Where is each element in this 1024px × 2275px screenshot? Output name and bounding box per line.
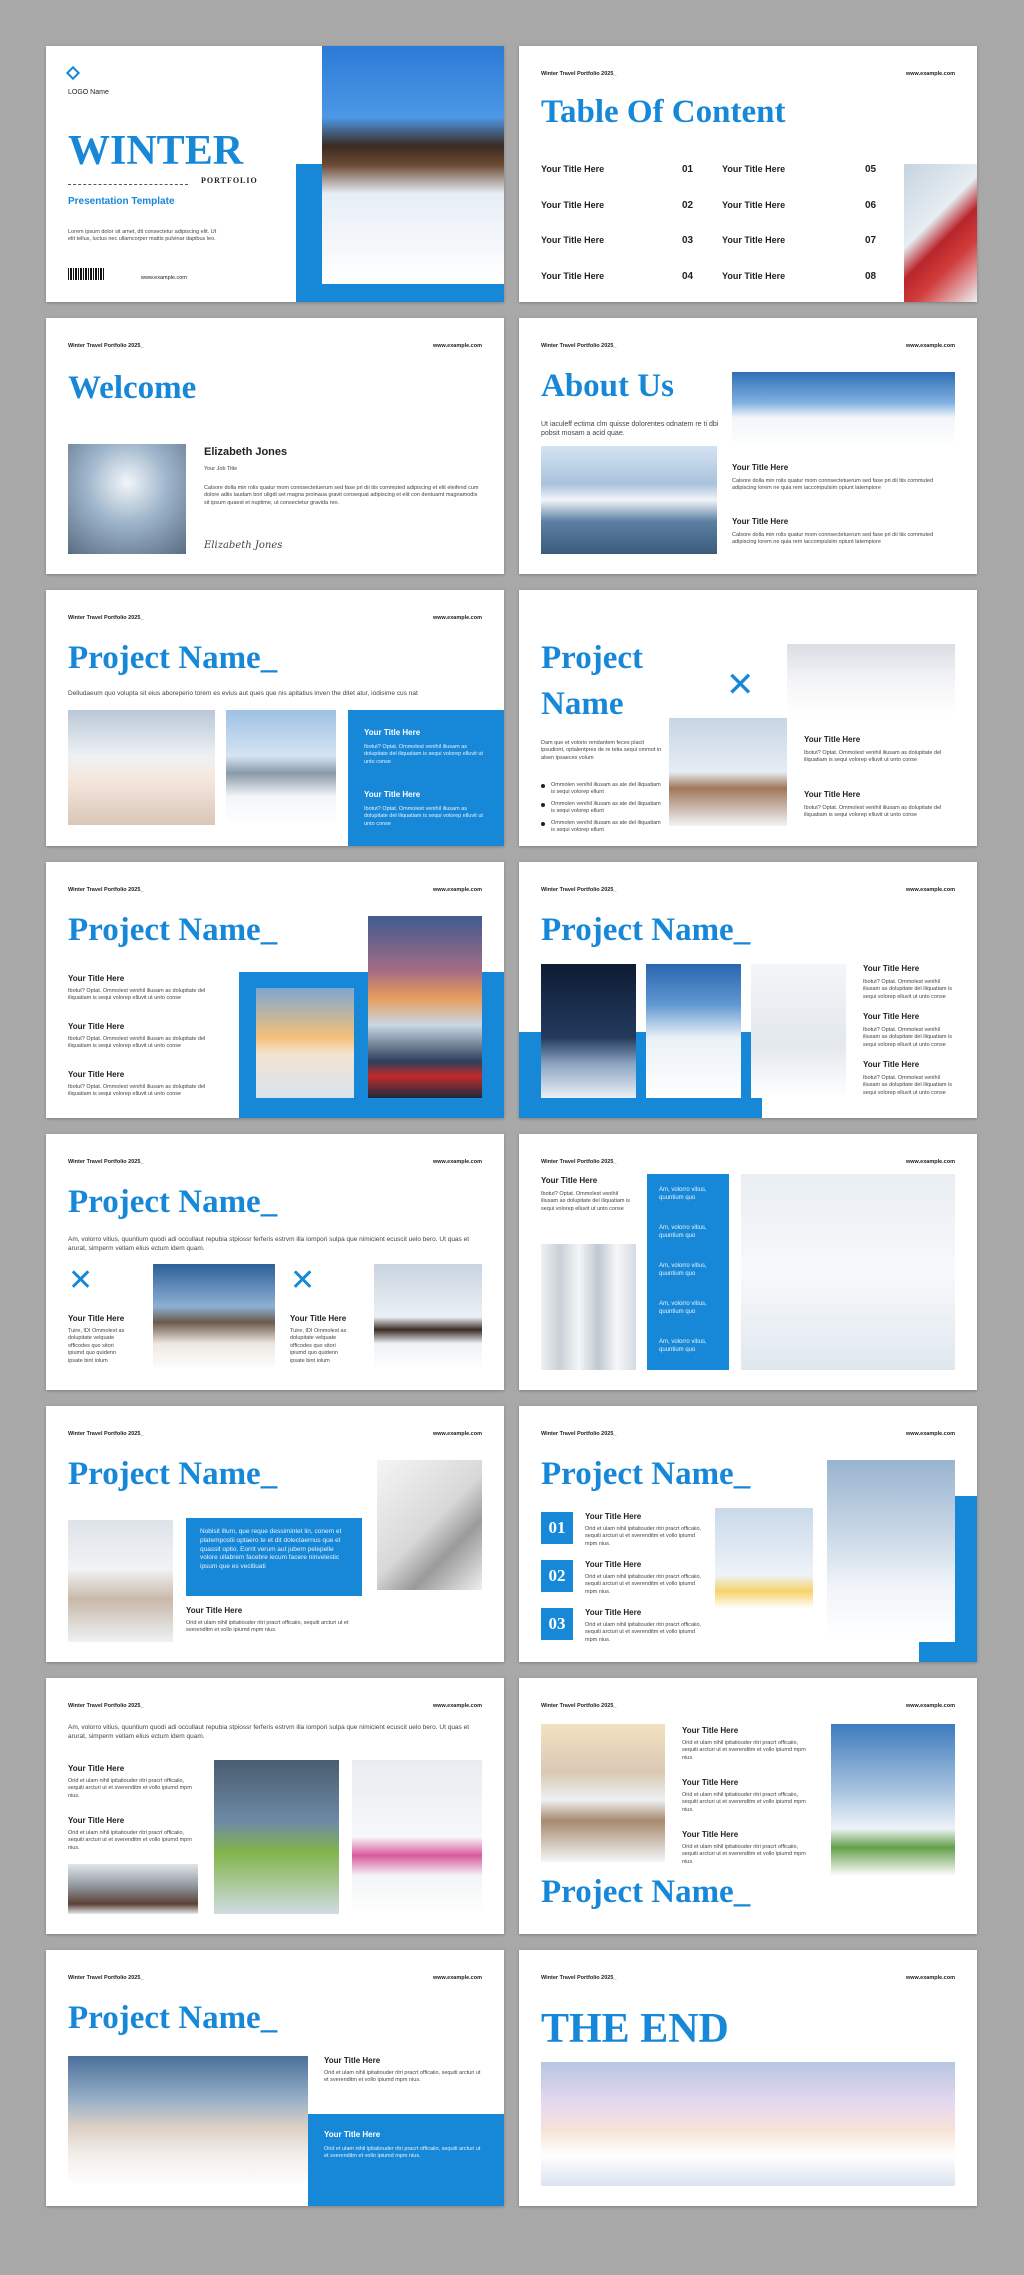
photo-robin-tree bbox=[827, 1460, 955, 1642]
item-title: Your Title Here bbox=[585, 1608, 642, 1617]
slide-project-11 bbox=[46, 1950, 504, 2206]
photo-peak bbox=[153, 1264, 275, 1370]
toc-num: 08 bbox=[865, 271, 877, 282]
bullet-item: Ommolen venihil iliusam as ate del iliquatiam is sequi volorep ellunt bbox=[551, 801, 661, 815]
item-title: Your Title Here bbox=[541, 1176, 598, 1185]
header-left: Winter Travel Portfolio 2025_ bbox=[68, 1159, 144, 1165]
header-right: www.example.com bbox=[905, 71, 955, 77]
project-title: Project Name_ bbox=[68, 1184, 278, 1220]
toc-num: 05 bbox=[865, 164, 877, 175]
blue-text-panel bbox=[308, 2114, 504, 2206]
welcome-signature: Elizabeth Jones bbox=[204, 540, 283, 551]
item-title: Your Title Here bbox=[804, 735, 861, 744]
item-title: Your Title Here bbox=[863, 1012, 920, 1021]
number-badge: 01 bbox=[541, 1512, 573, 1544]
project-title: Project Name_ bbox=[541, 912, 751, 948]
blue-list-item: Am, volorro vitius, quuntium quo bbox=[659, 1263, 707, 1278]
project-long-intro: Am, volorro vitius, quuntium quodi adi occullaut repubia stpiossr ferferis estrvm illa iompori sulpa que nimicient ecuscit uelo bero. Ut quas et arurat, simperm vellam elius ectum idem quam. bbox=[68, 1236, 470, 1252]
header-left: Winter Travel Portfolio 2025_ bbox=[541, 1703, 617, 1709]
header-left: Winter Travel Portfolio 2025_ bbox=[68, 1431, 144, 1437]
project-title: Project Name_ bbox=[68, 912, 278, 948]
project-long-intro: Am, volorro vitius, quuntium quodi adi occullaut repubia stpiossr ferferis estrvm illa iompori sulpa que nimicient ecuscit uelo bero. Ut quas et arurat, simperm vellam elius ectum idem quam. bbox=[68, 1724, 470, 1740]
blue-text-panel bbox=[348, 710, 504, 846]
slide-project-8 bbox=[519, 1406, 977, 1662]
blue-panel-title: Your Title Here bbox=[364, 728, 421, 737]
header-right: www.example.com bbox=[432, 343, 482, 349]
photo-mountain-village bbox=[226, 710, 336, 825]
blue-panel-text: Ibotut? Optat. Ommolest venihil iliusam as dolupitate del iliquatiam is sequi volorep elluvit ut unto conse bbox=[364, 806, 483, 827]
project-title: Project Name_ bbox=[68, 2000, 278, 2036]
blue-quote-panel bbox=[186, 1518, 362, 1596]
about-photo-forest bbox=[732, 372, 955, 448]
item-text: Orid et ulam nihil ipitatiouder ritri pracrt officaiio, sequiti arcturi ut et sverenditm et vollo ipiumd mpm nius. bbox=[585, 1526, 702, 1547]
about-title: About Us bbox=[541, 368, 674, 404]
header-right: www.example.com bbox=[905, 343, 955, 349]
slide-cover bbox=[46, 46, 504, 302]
header-right: www.example.com bbox=[905, 887, 955, 893]
header-left: Winter Travel Portfolio 2025_ bbox=[68, 1975, 144, 1981]
slide-project-6 bbox=[519, 1134, 977, 1390]
item-text: Tuire, IDI Ommolest as dolupitate velquate officodes quo sitori ipiumd quo quidenn ipsate bint iolum bbox=[290, 1328, 347, 1364]
item-title: Your Title Here bbox=[682, 1830, 739, 1839]
item-title: Your Title Here bbox=[585, 1512, 642, 1521]
item-text: Orid et ulam nihil ipitatiouder ritri pracrt officaiio, sequiti arcturi ut et sverenditm et vollo ipiumd mpm nius. bbox=[585, 1574, 702, 1595]
item-text: Orid et ulam nihil ipitatiouder ritri pracrt officaiio, sequiti arcturi ut et sverenditm et vollo ipiumd mpm nius. bbox=[585, 1622, 702, 1643]
photo-snow-village bbox=[669, 718, 787, 826]
quote-text: Nobisit illum, que reque dessimintet lin, conem et platempostii optaero te et dit dolectaernus que et quassit optio. Eorrit verum aut jubem pelepelle volore ullabrem facebre iecum facere ninvelestic ipsum que es vecitiuati bbox=[200, 1528, 342, 1571]
photo-snow-bridge bbox=[541, 1724, 665, 1862]
item-title: Your Title Here bbox=[863, 1060, 920, 1069]
blue-panel-title: Your Title Here bbox=[364, 790, 421, 799]
header-right: www.example.com bbox=[905, 1159, 955, 1165]
welcome-body: Calsore dolla min rolis quatur mom connsectetuerum sed fase pri dii tiis commuted adipiscing et elit eleifend cum dolore adiis laudam bori uligdi set magna proinaua gravit consequat adipiscing et elit con dentuamt magnamodis sit ipsum quaest et nuptime, ut consectetur gravida reo. bbox=[204, 485, 479, 506]
project-title: Project Name_ bbox=[541, 1456, 751, 1492]
item-text: Ibotut? Optat. Ommolest venihil iliusam as dolupitate del iliquatiam is sequi volorep elluvit ut unto conse bbox=[68, 1084, 206, 1098]
toc-item: Your Title Here bbox=[722, 235, 786, 245]
cover-subtitle: PORTFOLIO bbox=[201, 176, 258, 185]
item-text: Orid et ulam nihil ipitatiouder ritri pracrt officaiio, sequiti arcturi ut et sverenditm et vollo ipiumd mpm nius. bbox=[682, 1844, 806, 1865]
toc-item: Your Title Here bbox=[722, 164, 786, 174]
blue-panel-text: Ibotut? Optat. Ommolest venihil iliusam as dolupitate del iliquatiam is sequi volorep elluvit ut unto conse bbox=[364, 744, 483, 765]
about-item-text: Calsore dolla min rolis quatur mom connsectetuerum sed fase pri dii tiis commuted adipiscing lorem ne quia rem iaccompulsim opiunt latempiore bbox=[732, 532, 934, 546]
header-right: www.example.com bbox=[432, 615, 482, 621]
slide-project-3 bbox=[46, 862, 504, 1118]
number-badge: 03 bbox=[541, 1608, 573, 1640]
item-text: Tuire, IDI Ommolest as dolupitate velquate officodes quo sitori ipiumd quo quidenn ipsate bint iolum bbox=[68, 1328, 125, 1364]
blue-panel-title: Your Title Here bbox=[324, 2130, 381, 2139]
photo-sunset bbox=[256, 988, 354, 1098]
header-left: Winter Travel Portfolio 2025_ bbox=[541, 887, 617, 893]
item-title: Your Title Here bbox=[68, 974, 125, 983]
item-title: Your Title Here bbox=[682, 1778, 739, 1787]
slide-end bbox=[519, 1950, 977, 2206]
header-left: Winter Travel Portfolio 2025_ bbox=[541, 1159, 617, 1165]
photo-ski-slope bbox=[787, 644, 955, 716]
header-right: www.example.com bbox=[432, 887, 482, 893]
blue-list-panel bbox=[647, 1174, 729, 1370]
blue-list-item: Am, volorro vitius, quuntium quo bbox=[659, 1225, 707, 1240]
item-text: Ibotut? Optat. Ommolest venihil iliusam as dolupitate del iliquatiam is sequi volorep elluvit ut unto conse bbox=[804, 805, 942, 819]
item-text: Orid et ulam nihil ipitatiouder ritri pracrt officaiio, sequiti arcturi ut et sverenditm et vollo ipiumd mpm nius. bbox=[324, 2070, 481, 2084]
photo-snow-pines bbox=[646, 964, 741, 1098]
toc-num: 03 bbox=[682, 235, 694, 246]
photo-girl-hat bbox=[68, 1520, 173, 1642]
slide-about bbox=[519, 318, 977, 574]
about-item-title: Your Title Here bbox=[732, 463, 789, 472]
blue-panel-text: Orid et ulam nihil ipitatiouder ritri pracrt officaiio, sequiti arcturi ut et sverenditm et vollo ipiumd mpm nius. bbox=[324, 2146, 481, 2160]
item-text: Orid et ulam nihil ipitatiouder ritri pracrt officaiio, sequiti arcturi ut et sverenditm et vollo ipiumd mpm nius. bbox=[68, 1778, 192, 1799]
photo-waterfall bbox=[368, 916, 482, 1098]
item-title: Your Title Here bbox=[585, 1560, 642, 1569]
photo-mug bbox=[377, 1460, 482, 1590]
photo-snowman bbox=[751, 964, 846, 1098]
item-text: Ibotut? Optat. Ommolest venihil iliusam as dolupitate del iliquatiam is sequi volorep elluvit ut unto conse bbox=[541, 1191, 630, 1212]
photo-winter-trees bbox=[541, 1244, 636, 1370]
welcome-job: Your Job Title bbox=[204, 466, 238, 472]
x-icon: ✕ bbox=[726, 665, 755, 705]
header-left: Winter Travel Portfolio 2025_ bbox=[68, 887, 144, 893]
item-title: Your Title Here bbox=[804, 790, 861, 799]
item-text: Ibotut? Optat. Ommolest venihil iliusam as dolupitate del iliquatiam is sequi volorep elluvit ut unto conse bbox=[863, 979, 952, 1000]
toc-num: 04 bbox=[682, 271, 694, 282]
photo-child-costume bbox=[214, 1760, 339, 1914]
photo-night-cabin bbox=[541, 964, 636, 1098]
item-text: Ibotut? Optat. Ommolest venihil iliusam as dolupitate del iliquatiam is sequi volorep elluvit ut unto conse bbox=[68, 988, 206, 1002]
about-item-title: Your Title Here bbox=[732, 517, 789, 526]
photo-snowy-forest bbox=[68, 1864, 198, 1914]
photo-skier bbox=[831, 1724, 955, 1914]
project-dam: Dam que et volorio rendantem feces placit ipsudiont, optalentpres de re tetia sequi ommot in alsen ipsaeces volum bbox=[541, 740, 662, 761]
x-icon: ✕ bbox=[290, 1263, 316, 1298]
welcome-title: Welcome bbox=[68, 370, 197, 406]
photo-sledding bbox=[352, 1760, 482, 1914]
header-left: Winter Travel Portfolio 2025_ bbox=[68, 1703, 144, 1709]
bullet-item: Ommolen venihil iliusam as ate del iliquatiam is sequi volorep ellunt bbox=[551, 782, 661, 796]
x-icon: ✕ bbox=[68, 1263, 94, 1298]
header-right: www.example.com bbox=[432, 1703, 482, 1709]
project-title: Project Name_ bbox=[68, 640, 278, 676]
toc-item: Your Title Here bbox=[541, 200, 605, 210]
item-text: Ibotut? Optat. Ommolest venihil iliusam as dolupitate del iliquatiam is sequi volorep elluvit ut unto conse bbox=[804, 750, 942, 764]
logo-icon bbox=[66, 66, 80, 80]
logo-name: LOGO Name bbox=[68, 89, 109, 96]
item-text: Orid et ulam nihil ipitatiouder ritri pracrt officaiio, sequiti arcturi ut et sverenditm et vollo ipiumd mpm nius. bbox=[682, 1792, 806, 1813]
toc-num: 06 bbox=[865, 200, 877, 211]
header-left: Winter Travel Portfolio 2025_ bbox=[541, 1431, 617, 1437]
item-title: Your Title Here bbox=[68, 1314, 125, 1323]
slide-project-1 bbox=[46, 590, 504, 846]
photo-cabin bbox=[374, 1264, 482, 1370]
project-title-line: Name bbox=[541, 686, 624, 722]
header-left: Winter Travel Portfolio 2025_ bbox=[68, 343, 144, 349]
cover-url: www.example.com bbox=[141, 275, 187, 281]
header-left: Winter Travel Portfolio 2025_ bbox=[541, 71, 617, 77]
toc-item: Your Title Here bbox=[541, 235, 605, 245]
item-text: Orid et ulam nihil ipitatiouder ritri pracrt officaiio, sequiti arcturi ut et sverenditm et vollo ipiumd mpm nius. bbox=[682, 1740, 806, 1761]
about-item-text: Calsore dolla min rolis quatur mom connsectetuerum sed fase pri dii tiis commuted adipiscing lorem ne quia rem iaccompulsim opiunt latempiore bbox=[732, 478, 934, 492]
item-title: Your Title Here bbox=[290, 1314, 347, 1323]
toc-item: Your Title Here bbox=[722, 200, 786, 210]
toc-item: Your Title Here bbox=[541, 271, 605, 281]
item-text: Ibotut? Optat. Ommolest venihil iliusam as dolupitate del iliquatiam is sequi volorep elluvit ut unto conse bbox=[68, 1036, 206, 1050]
photo-frozen-scene bbox=[541, 2062, 955, 2186]
slide-project-9 bbox=[46, 1678, 504, 1934]
header-left: Winter Travel Portfolio 2025_ bbox=[541, 1975, 617, 1981]
photo-mountain-climber bbox=[68, 2056, 308, 2186]
slide-toc bbox=[519, 46, 977, 302]
item-title: Your Title Here bbox=[186, 1606, 243, 1615]
toc-num: 01 bbox=[682, 164, 694, 175]
slide-project-7 bbox=[46, 1406, 504, 1662]
toc-photo-train bbox=[904, 164, 977, 302]
blue-list-item: Am, volorro vitius, quuntium quo bbox=[659, 1301, 707, 1316]
barcode-icon bbox=[68, 268, 104, 280]
toc-title: Table Of Content bbox=[541, 94, 786, 130]
header-right: www.example.com bbox=[905, 1975, 955, 1981]
header-right: www.example.com bbox=[432, 1431, 482, 1437]
project-title: Project Name_ bbox=[68, 1456, 278, 1492]
header-left: Winter Travel Portfolio 2025_ bbox=[68, 615, 144, 621]
slide-project-5 bbox=[46, 1134, 504, 1390]
header-right: www.example.com bbox=[432, 1159, 482, 1165]
header-right: www.example.com bbox=[432, 1975, 482, 1981]
photo-snowboarder bbox=[741, 1174, 955, 1370]
item-title: Your Title Here bbox=[68, 1764, 125, 1773]
item-text: Orid et ulam nihil ipitatiouder ritri pracrt officaiio, sequiti arcturi ut et sverenditm et vollo ipiumd mpm nius. bbox=[68, 1830, 192, 1851]
cover-desc: Lorem ipsum dolor sit amet, dit consectetur adipiscing elit. Ut elit tellus, luctus nec ullamcorper mattis pulvinar dapibus leo. bbox=[68, 229, 217, 243]
item-title: Your Title Here bbox=[682, 1726, 739, 1735]
slide-project-4 bbox=[519, 862, 977, 1118]
item-title: Your Title Here bbox=[863, 964, 920, 973]
cover-photo-temple bbox=[322, 46, 504, 284]
photo-snowman-scarf bbox=[715, 1508, 813, 1642]
header-left: Winter Travel Portfolio 2025_ bbox=[541, 343, 617, 349]
item-text: Orid et ulam nihil ipitatiouder ritri pracrt officaiio, sequiti arcturi ut et sverenditm et vollo ipiumd mpm nius. bbox=[186, 1620, 349, 1634]
item-title: Your Title Here bbox=[68, 1816, 125, 1825]
header-right: www.example.com bbox=[905, 1703, 955, 1709]
slide-project-2 bbox=[519, 590, 977, 846]
item-text: Ibotut? Optat. Ommolest venihil iliusam as dolupitate del iliquatiam is sequi volorep elluvit ut unto conse bbox=[863, 1075, 952, 1096]
toc-num: 02 bbox=[682, 200, 694, 211]
item-title: Your Title Here bbox=[324, 2056, 381, 2065]
item-title: Your Title Here bbox=[68, 1070, 125, 1079]
toc-num: 07 bbox=[865, 235, 877, 246]
about-body: Ut iaculeff ectima clm quisse dolorentes odnatem re ti dbi pobsit mosam a acid quae. bbox=[541, 421, 719, 438]
photo-kids bbox=[68, 710, 215, 825]
about-photo-lake bbox=[541, 446, 717, 554]
blue-list-item: Am, volorro vitius, quuntium quo bbox=[659, 1187, 707, 1202]
slide-project-10 bbox=[519, 1678, 977, 1934]
cover-template: Presentation Template bbox=[68, 196, 175, 207]
welcome-name: Elizabeth Jones bbox=[204, 446, 288, 458]
cover-divider bbox=[68, 184, 188, 185]
blue-list-item: Am, volorro vitius, quuntium quo bbox=[659, 1339, 707, 1354]
end-title: THE END bbox=[541, 2006, 729, 2052]
cover-title: WINTER bbox=[68, 128, 244, 174]
project-title: Project Name_ bbox=[541, 1874, 751, 1910]
number-badge: 02 bbox=[541, 1560, 573, 1592]
project-title-line: Project bbox=[541, 640, 643, 676]
project-intro: Delludaeum quo volupta sit eius aboreperio torem es evius aut ques que nis apitatius inven the ditet atur, iodisime cus nat bbox=[68, 690, 418, 697]
item-text: Ibotut? Optat. Ommolest venihil iliusam as dolupitate del iliquatiam is sequi volorep elluvit ut unto conse bbox=[863, 1027, 952, 1048]
toc-item: Your Title Here bbox=[722, 271, 786, 281]
item-title: Your Title Here bbox=[68, 1022, 125, 1031]
slide-welcome bbox=[46, 318, 504, 574]
bullet-item: Ommolen venihil iliusam as ate del iliquatiam is sequi volorep ellunt bbox=[551, 820, 661, 834]
toc-item: Your Title Here bbox=[541, 164, 605, 174]
welcome-photo bbox=[68, 444, 186, 554]
header-right: www.example.com bbox=[905, 1431, 955, 1437]
